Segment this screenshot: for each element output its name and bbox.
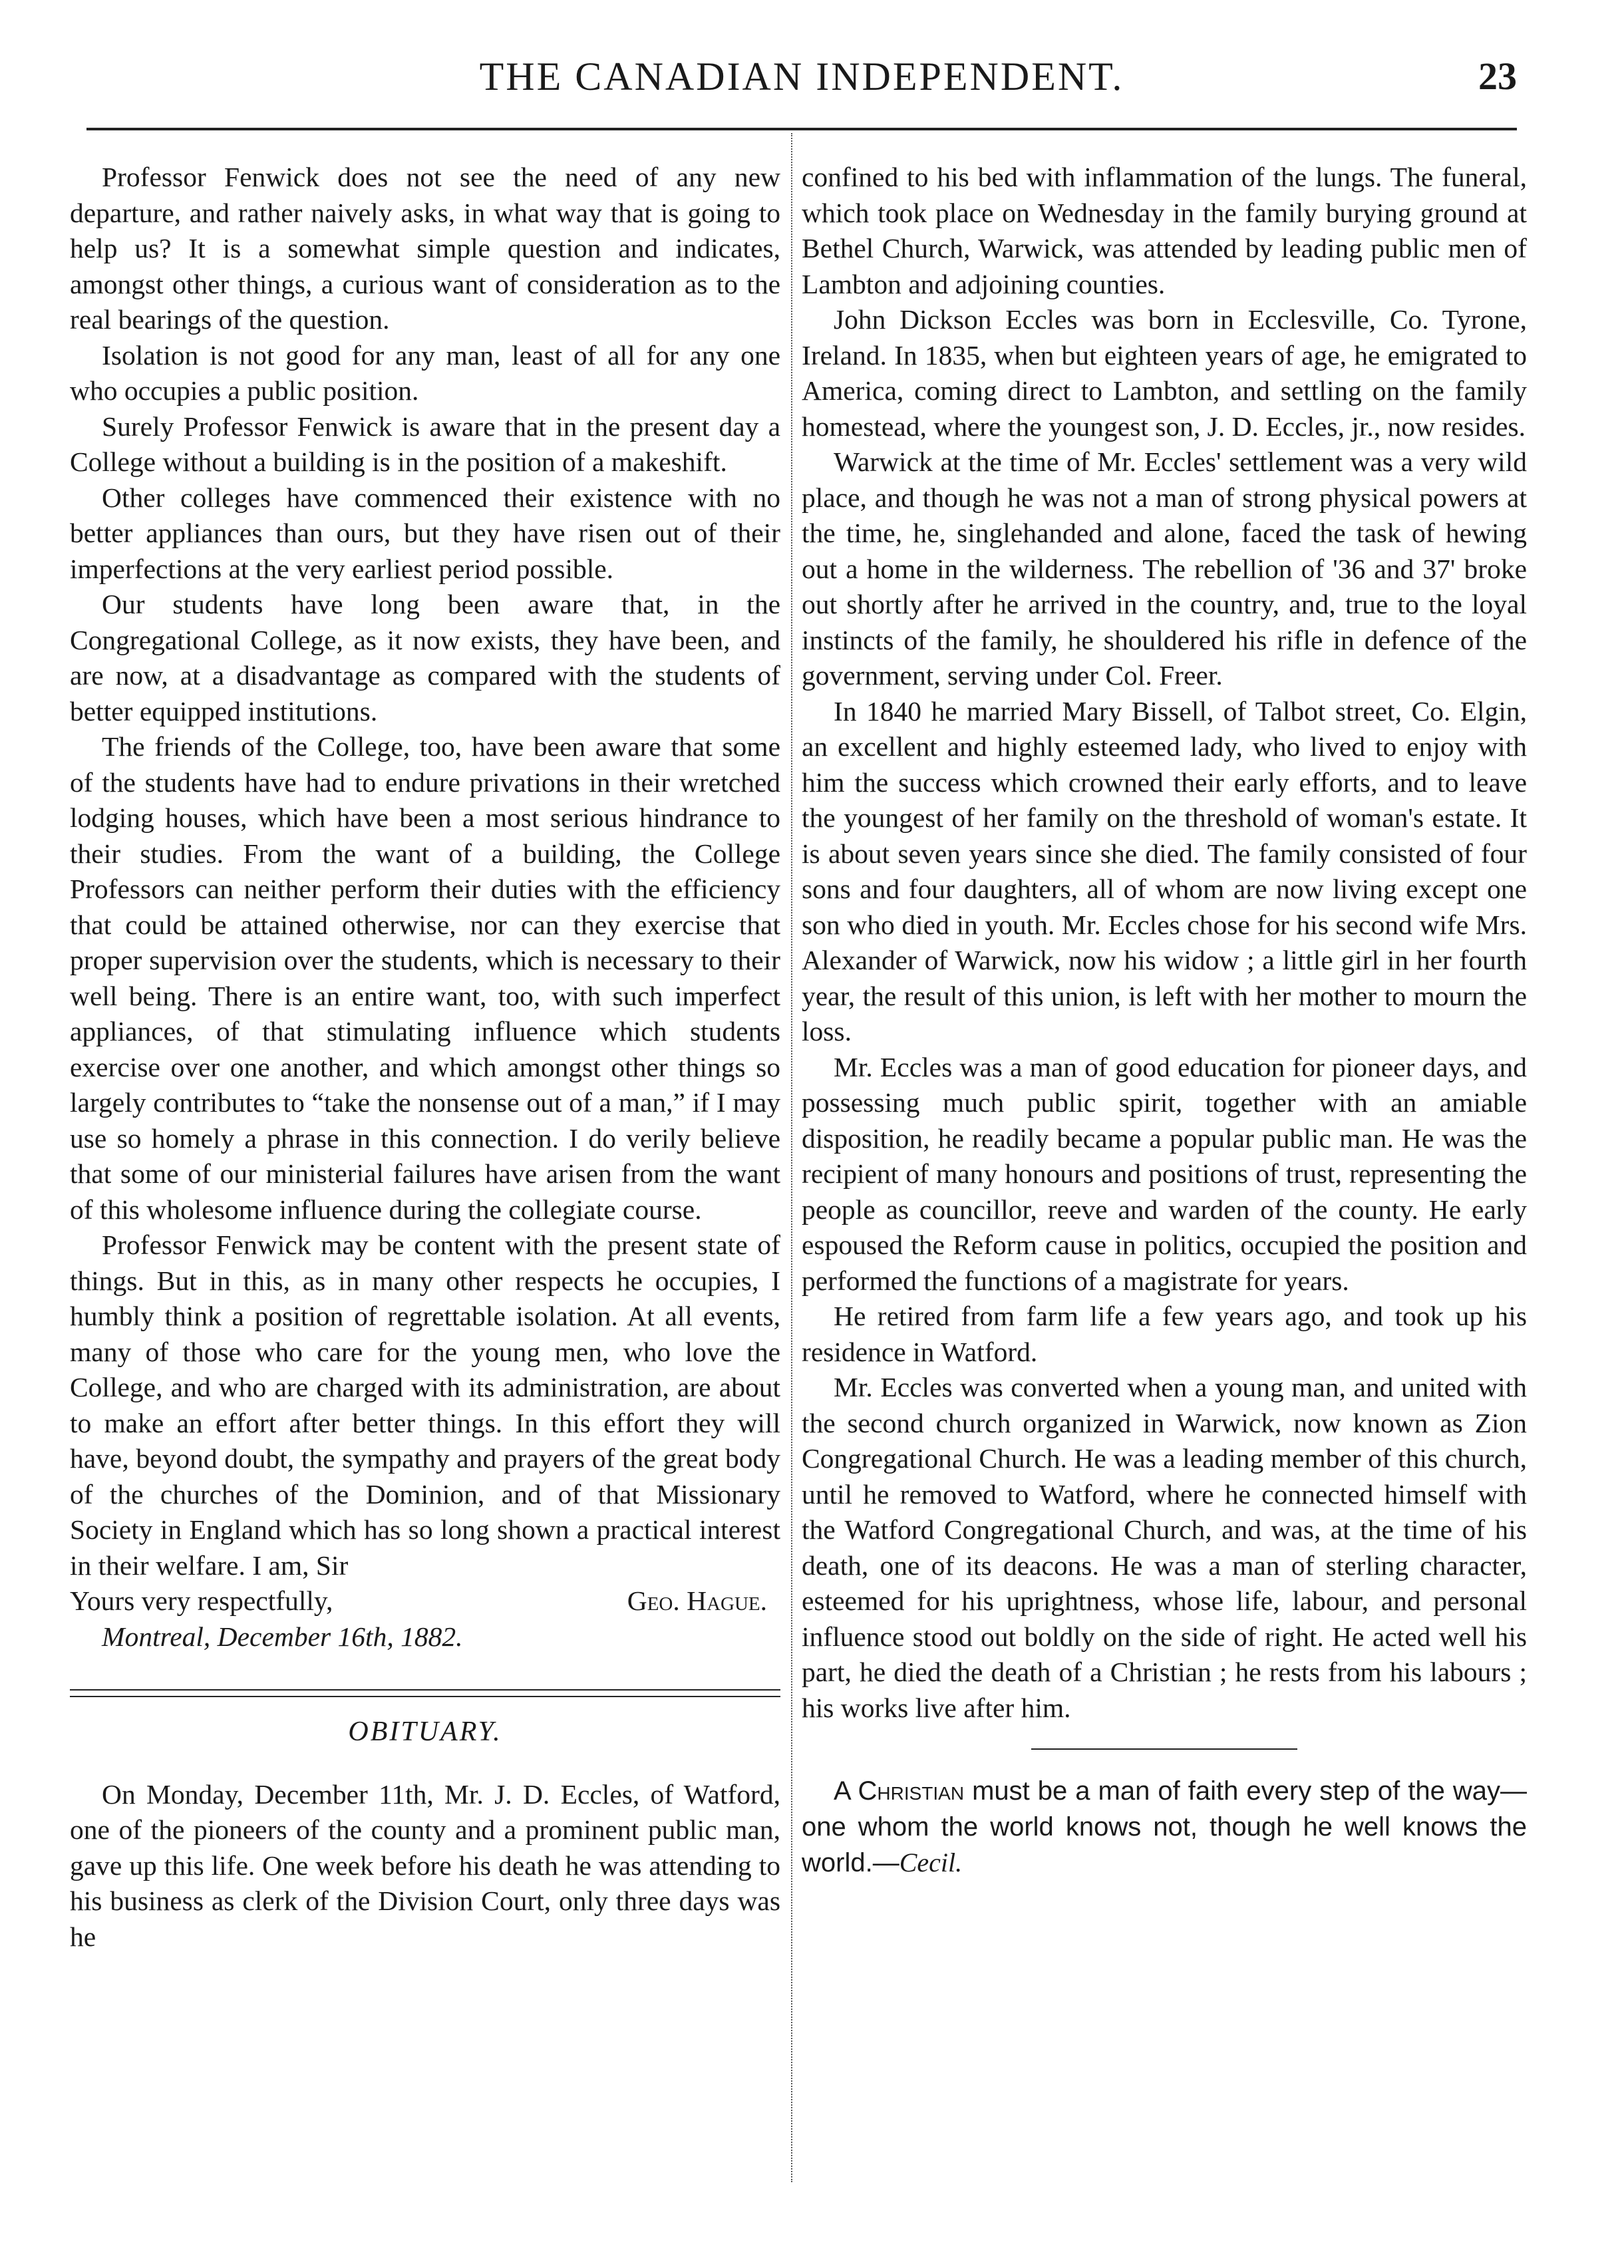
letter-paragraph: Isolation is not good for any man, least of all for any one who occupies a public position. [70, 339, 780, 406]
filler-quote [802, 1774, 1527, 1881]
short-divider [1031, 1748, 1297, 1750]
page-number: 23 [1478, 55, 1517, 98]
obituary-paragraph: Mr. Eccles was converted when a young man, and united with the second church organized in Warwick, now known as Zion Congregational Church. He was a leading member of this church, until he removed to Watford, where he connected himself with the Watford Congregational Church, and was, at the time of his death, one of its deacons. He was a man of sterling character, esteemed for his uprightness, whose life, labour, and personal influence stood out boldly on the side of right. He acted well his part, he died the death of a Christian ; he rests from his labours ; his works live after him. [802, 1372, 1527, 1723]
letter-paragraph: Professor Fenwick does not see the need of any new departure, and rather naively asks, in what way that is going to help us? It is a somewhat simple question and indicates, amongst other things, a curious want of consideration as to the real bearings of the question. [70, 162, 780, 335]
left-column [70, 160, 780, 1955]
letter-paragraph: Other colleges have commenced their existence with no better appliances than ours, but they have risen out of their imperfections at the very earliest period possible. [70, 482, 780, 584]
obituary-paragraph: Warwick at the time of Mr. Eccles' settlement was a very wild place, and though he was not a man of strong physical powers at the time, he, singlehanded and alone, faced the task of hewing out a home in the wilderness. The rebellion of '36 and 37' broke out shortly after he arrived in the country, and, true to the loyal instincts of the family, he shouldered his rifle in defence of the government, serving under Col. Freer. [802, 446, 1527, 691]
journal-title: THE CANADIAN INDEPENDENT. [479, 55, 1124, 98]
obituary-paragraph: In 1840 he married Mary Bissell, of Talbot street, Co. Elgin, an excellent and highly esteemed lady, who lived to enjoy with him the success which crowned their early efforts, and to leave the youngest of her family on the threshold of woman's estate. It is about seven years since she died. The family consisted of four sons and four daughters, all of whom are now living except one son who died in youth. Mr. Eccles chose for his second wife Mrs. Alexander of Warwick, now his widow ; a little girl in her fourth year, the result of this union, is left with her mother to mourn the loss. [802, 695, 1527, 1047]
closing-text: Yours very respectfully, [70, 1585, 333, 1616]
letter-paragraph: Surely Professor Fenwick is aware that in the present day a College without a building is in the position of a makeshift. [70, 410, 780, 477]
header-rule [86, 128, 1517, 130]
letter-paragraph: Our students have long been aware that, in the Congregational College, as it now exists, they have been, and are now, at a disadvantage as compared with the students of better equipped institutions. [70, 589, 780, 727]
quote-lead: A Christian [834, 1776, 965, 1806]
section-divider [70, 1689, 780, 1697]
signature: Geo. Hague. [627, 1585, 767, 1616]
quote-body: must be a man of faith every step of the way—one whom the world knows not, though he well knows the world.— [802, 1776, 1527, 1877]
quote-citation: Cecil. [899, 1848, 963, 1877]
obituary-heading: OBITUARY. [348, 1716, 502, 1747]
letter-signoff [70, 1583, 780, 1619]
obituary-paragraph: John Dickson Eccles was born in Ecclesville, Co. Tyrone, Ireland. In 1835, when but eighteen years of age, he emigrated to America, coming direct to Lambton, and settling on the family homestead, where the youngest son, J. D. Eccles, jr., now resides. [802, 304, 1527, 442]
letter-paragraph: Professor Fenwick may be content with the present state of things. But in this, as in many other respects he occupies, I humbly think a position of regrettable isolation. At all events, many of those who care for the young men, who love the College, and who are charged with its administration, are about to make an effort after better things. In this effort they will have, beyond doubt, the sympathy and prayers of the great body of the churches of the Dominion, and of that Missionary Society in England which has so long shown a practical interest in their welfare. I am, Sir [70, 1229, 780, 1581]
right-column [802, 160, 1527, 1881]
column-divider [791, 133, 792, 2182]
obituary-paragraph: On Monday, December 11th, Mr. J. D. Eccles, of Watford, one of the pioneers of the county and a prominent public man, gave up this life. One week before his death he was attending to his business as clerk of the Division Court, only three days was he [70, 1778, 780, 1952]
dateline: Montreal, December 16th, 1882. [102, 1621, 463, 1652]
page-header [86, 47, 1517, 106]
obituary-paragraph: Mr. Eccles was a man of good education for pioneer days, and possessing much public spirit, together with an amiable disposition, he readily became a popular public man. He was the recipient of many honours and positions of trust, representing the people as councillor, reeve and warden of the county. He early espoused the Reform cause in politics, occupied the position and performed the functions of a magistrate for years. [802, 1051, 1527, 1296]
obituary-continuation: confined to his bed with inflammation of the lungs. The funeral, which took place on Wednesday in the family burying ground at Bethel Church, Warwick, was attended by leading public men of Lambton and adjoining counties. [802, 162, 1527, 299]
obituary-paragraph: He retired from farm life a few years ago, and took up his residence in Watford. [802, 1301, 1527, 1367]
letter-paragraph: The friends of the College, too, have been aware that some of the students have had to endure privations in their wretched lodging houses, which have been a most serious hindrance to their studies. From the want of a building, the College Professors can neither perform their duties with the efficiency that could be attained otherwise, nor can they exercise that proper supervision over the students, which is necessary to their well being. There is an entire want, too, with such imperfect appliances, of that stimulating influence which students exercise over one another, and which amongst other things so largely contributes to “take the nonsense out of a man,” if I may use so homely a phrase in this connection. I do verily believe that some of our ministerial failures have arisen from the want of this wholesome influence during the collegiate course. [70, 731, 780, 1225]
